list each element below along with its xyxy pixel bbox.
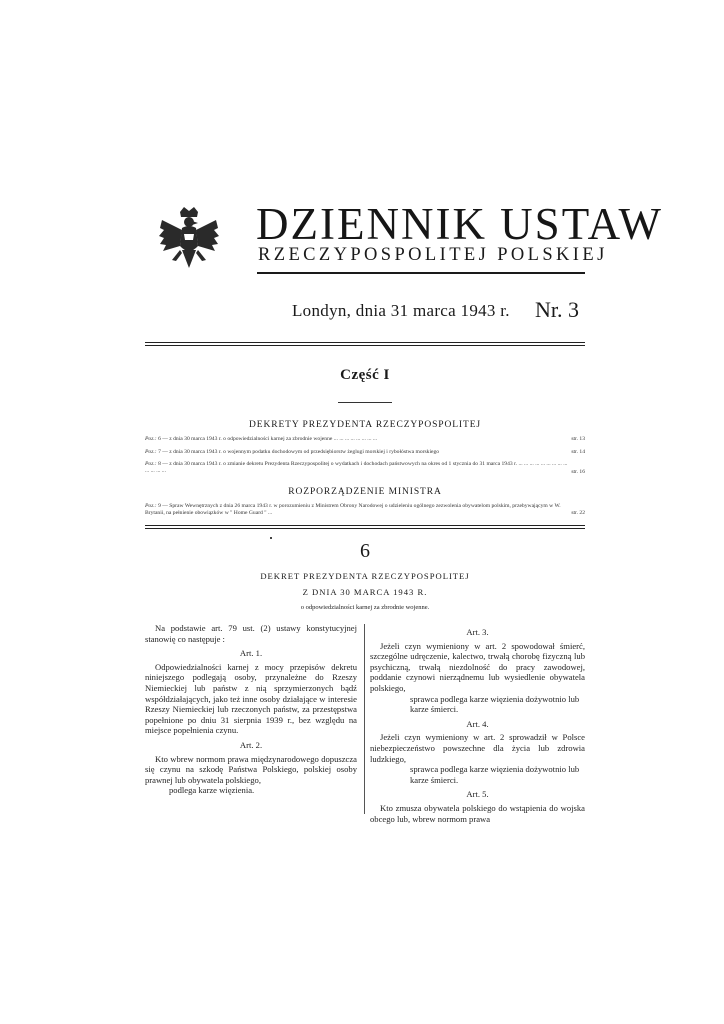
toc-entry	[145, 461, 585, 476]
toc-pos-label: Poz.:	[145, 449, 157, 455]
decree-date: Z DNIA 30 MARCA 1943 R.	[302, 587, 428, 597]
divider-top-2	[145, 345, 585, 346]
preamble: Na podstawie art. 79 ust. (2) ustawy konstytucyjnej stanowię co następuje :	[145, 623, 357, 644]
article-text: Kto zmusza obywatela polskiego do wstąpienia do wojska obcego lub, wbrew normom prawa	[370, 802, 585, 824]
article-title: Art. 3.	[466, 627, 489, 637]
toc-decrees-heading: DEKRETY PREZYDENTA RZECZYPOSPOLITEJ	[249, 420, 481, 430]
toc-pos-label: Poz.:	[145, 503, 157, 509]
toc-entry	[145, 503, 585, 517]
article-penalty: sprawca podlega karze więzienia dożywotnio lub karze śmierci.	[410, 693, 580, 715]
toc-page: str. 16	[571, 469, 585, 475]
article-text: Kto wbrew normom prawa międzynarodowego dopuszcza się czynu na szkodę Państwa Polskiego, polskiej osoby prawnej lub obywatela polskiego,	[145, 753, 357, 785]
article-title: Art. 2.	[239, 739, 263, 750]
divider-top-1	[145, 342, 585, 343]
decree-number: 6	[360, 540, 370, 562]
part-underline	[338, 402, 392, 403]
polish-eagle-emblem-icon	[158, 206, 220, 276]
article-text: Jeżeli czyn wymieniony w art. 2 sprowadził w Polsce niebezpieczeństwo powszechne dla życia lub zdrowia ludzkiego,	[370, 732, 585, 764]
divider-mid-2	[145, 528, 585, 529]
article-text: Odpowiedzialności karnej z mocy przepisów dekretu niniejszego podlegają osoby, przynależne do Rzeszy Niemieckiej lub państw z nią sprzymierzonych bądź współdziałających, jako też inne osoby działające w interesie Rzeszy Niemieckiej lub rzeczonych państw, za przestępstwa popełnione po dniu 31 sierpnia 1939 r., bez względu na miejsce popełnienia czynu.	[145, 661, 357, 736]
toc-pos-label: Poz.:	[145, 461, 157, 467]
toc-page: str. 13	[571, 436, 585, 442]
issue-number: Nr. 3	[535, 297, 579, 322]
toc-regulation-heading: ROZPORZĄDZENIE MINISTRA	[288, 487, 442, 497]
print-speck	[270, 537, 272, 539]
decree-heading: DEKRET PREZYDENTA RZECZYPOSPOLITEJ	[260, 571, 470, 581]
toc-entry	[145, 449, 585, 456]
title-underline	[257, 272, 585, 274]
toc-page: str. 14	[571, 449, 585, 455]
article-title: Art. 4.	[466, 718, 489, 729]
toc-text: 6 — z dnia 30 marca 1943 r. o odpowiedzialności karnej za zbrodnie wojenne ... ... ... ... ... ... ... ...	[158, 436, 378, 442]
toc-pos-label: Poz.:	[145, 436, 157, 442]
article-title: Art. 1.	[239, 648, 263, 659]
article-penalty: sprawca podlega karze więzienia dożywotnio lub karze śmierci.	[410, 764, 580, 785]
article-penalty: podlega karze więzienia.	[169, 785, 255, 796]
left-column	[145, 623, 357, 796]
article-text: Jeżeli czyn wymieniony w art. 2 spowodował śmierć, szczególne udręczenie, kalectwo, trwałą chorobę fizyczną lub psychiczną, trwałą niezdolność do pracy zawodowej, poddanie czynowi nierządnemu lub wysiedlenie obywatela polskiego,	[370, 640, 585, 693]
publication-subtitle: RZECZYPOSPOLITEJ POLSKIEJ	[258, 245, 608, 265]
dateline: Londyn, dnia 31 marca 1943 r.	[292, 301, 510, 320]
toc-page: str. 22	[571, 510, 585, 516]
divider-mid-1	[145, 525, 585, 526]
toc-text: 8 — z dnia 30 marca 1943 r. o zmianie dekretu Prezydenta Rzeczypospolitej o wydatkach i dochodach państwowych na okres od 1 stycznia do 31 marca 1943 r. ... ... ... ... ... ... ... ... ... ... ... ... ...	[145, 461, 568, 474]
toc-text: 7 — z dnia 30 marca 1943 r. o wojennym podatku dochodowym od przedsiębiorstw żeglugi morskiej i rybołóstwa morskiego	[158, 449, 440, 455]
toc-text: 9 — Spraw Wewnętrznych z dnia 26 marca 1943 r. w porozumieniu z Ministrem Obrony Narodowej o udzieleniu ogólnego zezwolenia obywatelom polskim, przebywającym w W. Brytanii, na pełnienie obowiązków w " Home Guard " ...	[145, 503, 561, 516]
right-column	[370, 627, 585, 824]
part-heading: Część I	[340, 367, 390, 383]
column-divider	[364, 624, 365, 814]
toc-entry	[145, 436, 585, 443]
decree-subject: o odpowiedzialności karnej za zbrodnie wojenne.	[300, 604, 430, 611]
publication-title: DZIENNIK USTAW	[256, 199, 663, 249]
article-title: Art. 5.	[466, 789, 489, 800]
